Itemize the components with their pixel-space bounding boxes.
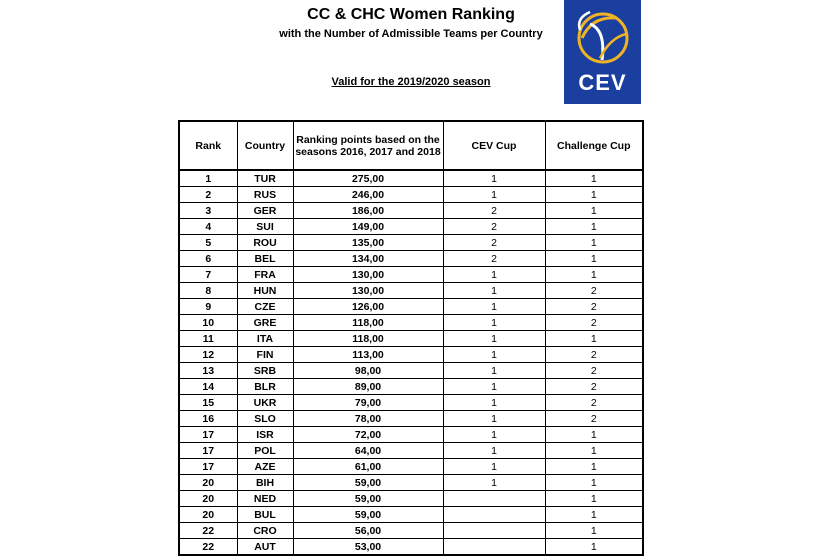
rank-cell: 10: [179, 315, 237, 331]
points-cell: 59,00: [293, 507, 443, 523]
country-cell: BUL: [237, 507, 293, 523]
challenge-cup-cell: 2: [545, 379, 643, 395]
points-cell: 98,00: [293, 363, 443, 379]
points-cell: 134,00: [293, 251, 443, 267]
cev-cup-cell: 1: [443, 267, 545, 283]
rank-cell: 20: [179, 491, 237, 507]
points-cell: 53,00: [293, 539, 443, 556]
challenge-cup-cell: 1: [545, 187, 643, 203]
challenge-cup-cell: 1: [545, 539, 643, 556]
table-row: [179, 235, 643, 251]
table-row: [179, 203, 643, 219]
points-cell: 275,00: [293, 170, 443, 187]
cev-cup-cell: 1: [443, 299, 545, 315]
table-row: [179, 251, 643, 267]
challenge-cup-cell: 1: [545, 459, 643, 475]
challenge-cup-cell: 1: [545, 491, 643, 507]
rank-cell: 15: [179, 395, 237, 411]
challenge-cup-cell: 1: [545, 443, 643, 459]
points-cell: 56,00: [293, 523, 443, 539]
cev-cup-cell: [443, 507, 545, 523]
country-cell: RUS: [237, 187, 293, 203]
cev-logo: [564, 0, 641, 104]
points-cell: 130,00: [293, 283, 443, 299]
challenge-cup-cell: 2: [545, 315, 643, 331]
rank-cell: 12: [179, 347, 237, 363]
country-cell: POL: [237, 443, 293, 459]
country-cell: SLO: [237, 411, 293, 427]
cev-cup-cell: 1: [443, 475, 545, 491]
rank-cell: 17: [179, 427, 237, 443]
country-cell: BIH: [237, 475, 293, 491]
challenge-cup-cell: 1: [545, 523, 643, 539]
country-cell: NED: [237, 491, 293, 507]
table-row: [179, 347, 643, 363]
cev-cup-cell: 1: [443, 347, 545, 363]
rank-cell: 22: [179, 523, 237, 539]
points-cell: 118,00: [293, 315, 443, 331]
country-cell: GRE: [237, 315, 293, 331]
rank-cell: 7: [179, 267, 237, 283]
country-cell: BEL: [237, 251, 293, 267]
page-title: CC & CHC Women Ranking: [307, 6, 515, 23]
challenge-cup-cell: 1: [545, 219, 643, 235]
cev-cup-cell: 1: [443, 459, 545, 475]
cev-cup-cell: 1: [443, 331, 545, 347]
cev-cup-cell: 1: [443, 379, 545, 395]
page-subtitle: with the Number of Admissible Teams per Country: [279, 28, 543, 40]
country-cell: HUN: [237, 283, 293, 299]
points-cell: 72,00: [293, 427, 443, 443]
cev-cup-cell: [443, 539, 545, 556]
cev-cup-cell: 2: [443, 203, 545, 219]
country-cell: FIN: [237, 347, 293, 363]
challenge-cup-cell: 1: [545, 427, 643, 443]
cev-cup-cell: [443, 491, 545, 507]
points-cell: 118,00: [293, 331, 443, 347]
table-row: [179, 267, 643, 283]
rank-cell: 22: [179, 539, 237, 556]
logo-text: CEV: [578, 70, 627, 95]
country-cell: SUI: [237, 219, 293, 235]
country-cell: SRB: [237, 363, 293, 379]
cev-cup-cell: 1: [443, 170, 545, 187]
points-cell: 113,00: [293, 347, 443, 363]
rank-cell: 6: [179, 251, 237, 267]
rank-cell: 2: [179, 187, 237, 203]
col-header-challenge-cup: Challenge Cup: [545, 121, 643, 170]
rank-cell: 5: [179, 235, 237, 251]
table-row: [179, 315, 643, 331]
rank-cell: 14: [179, 379, 237, 395]
country-cell: BLR: [237, 379, 293, 395]
points-cell: 78,00: [293, 411, 443, 427]
challenge-cup-cell: 1: [545, 203, 643, 219]
table-row: [179, 379, 643, 395]
cev-cup-cell: 1: [443, 283, 545, 299]
col-header-cev-cup: CEV Cup: [443, 121, 545, 170]
table-row: [179, 523, 643, 539]
points-cell: 130,00: [293, 267, 443, 283]
rank-cell: 3: [179, 203, 237, 219]
points-cell: 89,00: [293, 379, 443, 395]
table-row: [179, 539, 643, 556]
rank-cell: 16: [179, 411, 237, 427]
country-cell: CRO: [237, 523, 293, 539]
points-cell: 149,00: [293, 219, 443, 235]
points-cell: 126,00: [293, 299, 443, 315]
rank-cell: 9: [179, 299, 237, 315]
table-row: [179, 475, 643, 491]
table-row: [179, 363, 643, 379]
table-row: [179, 411, 643, 427]
challenge-cup-cell: 2: [545, 299, 643, 315]
country-cell: TUR: [237, 170, 293, 187]
rank-cell: 8: [179, 283, 237, 299]
points-cell: 186,00: [293, 203, 443, 219]
cev-cup-cell: 1: [443, 187, 545, 203]
challenge-cup-cell: 1: [545, 507, 643, 523]
challenge-cup-cell: 2: [545, 395, 643, 411]
cev-cup-cell: 1: [443, 443, 545, 459]
country-cell: ITA: [237, 331, 293, 347]
col-header-country: Country: [237, 121, 293, 170]
points-cell: 246,00: [293, 187, 443, 203]
table-row: [179, 459, 643, 475]
country-cell: AZE: [237, 459, 293, 475]
challenge-cup-cell: 1: [545, 235, 643, 251]
rank-cell: 17: [179, 443, 237, 459]
rank-cell: 1: [179, 170, 237, 187]
table-row: [179, 507, 643, 523]
col-header-rank: Rank: [179, 121, 237, 170]
table-row: [179, 491, 643, 507]
challenge-cup-cell: 1: [545, 267, 643, 283]
valid-season-note: Valid for the 2019/2020 season: [331, 76, 491, 88]
rank-cell: 17: [179, 459, 237, 475]
rank-cell: 20: [179, 507, 237, 523]
country-cell: ROU: [237, 235, 293, 251]
rank-cell: 11: [179, 331, 237, 347]
cev-cup-cell: 1: [443, 427, 545, 443]
challenge-cup-cell: 1: [545, 251, 643, 267]
col-header-points: Ranking points based on the seasons 2016, 2017 and 2018: [293, 121, 443, 170]
country-cell: CZE: [237, 299, 293, 315]
table-row: [179, 395, 643, 411]
country-cell: ISR: [237, 427, 293, 443]
challenge-cup-cell: 2: [545, 283, 643, 299]
rank-cell: 13: [179, 363, 237, 379]
volleyball-icon: [572, 8, 633, 68]
table-header-row: [179, 121, 643, 170]
challenge-cup-cell: 2: [545, 347, 643, 363]
challenge-cup-cell: 2: [545, 363, 643, 379]
cev-cup-cell: 1: [443, 395, 545, 411]
country-cell: FRA: [237, 267, 293, 283]
cev-cup-cell: 2: [443, 235, 545, 251]
rank-cell: 20: [179, 475, 237, 491]
cev-cup-cell: 2: [443, 219, 545, 235]
country-cell: AUT: [237, 539, 293, 556]
cev-cup-cell: 1: [443, 363, 545, 379]
table-row: [179, 427, 643, 443]
challenge-cup-cell: 1: [545, 475, 643, 491]
points-cell: 135,00: [293, 235, 443, 251]
cev-cup-cell: 1: [443, 315, 545, 331]
ranking-table: [178, 120, 644, 556]
table-row: [179, 283, 643, 299]
table-row: [179, 299, 643, 315]
points-cell: 64,00: [293, 443, 443, 459]
rank-cell: 4: [179, 219, 237, 235]
country-cell: UKR: [237, 395, 293, 411]
table-row: [179, 187, 643, 203]
points-cell: 79,00: [293, 395, 443, 411]
table-row: [179, 219, 643, 235]
challenge-cup-cell: 2: [545, 411, 643, 427]
table-row: [179, 443, 643, 459]
challenge-cup-cell: 1: [545, 170, 643, 187]
points-cell: 59,00: [293, 475, 443, 491]
table-row: [179, 331, 643, 347]
points-cell: 59,00: [293, 491, 443, 507]
country-cell: GER: [237, 203, 293, 219]
cev-cup-cell: 2: [443, 251, 545, 267]
points-cell: 61,00: [293, 459, 443, 475]
challenge-cup-cell: 1: [545, 331, 643, 347]
cev-cup-cell: [443, 523, 545, 539]
cev-cup-cell: 1: [443, 411, 545, 427]
table-row: [179, 170, 643, 187]
